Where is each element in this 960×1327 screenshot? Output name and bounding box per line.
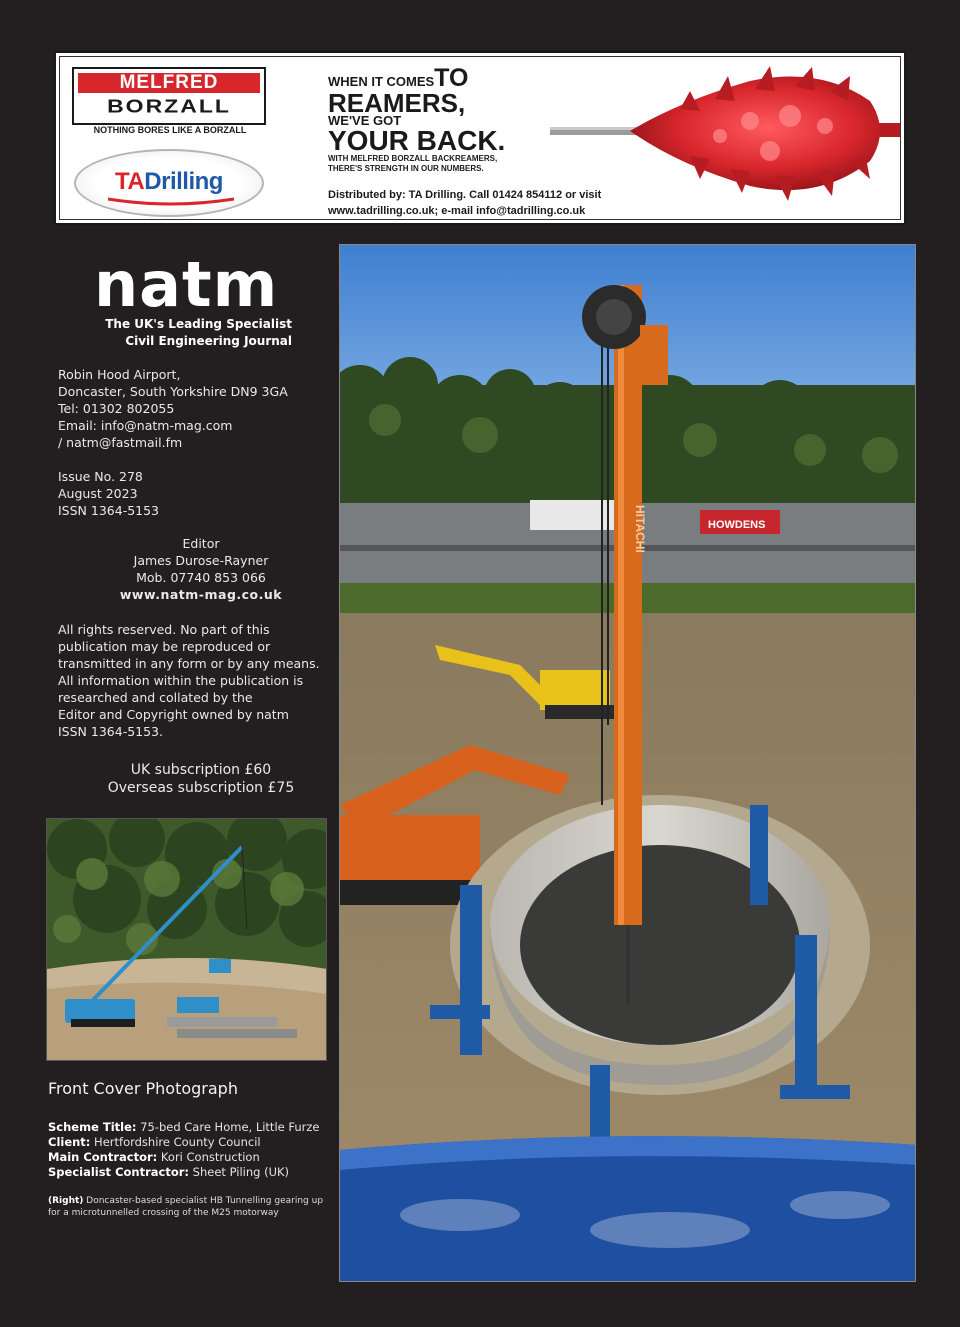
- main-feature-photo[interactable]: [339, 244, 916, 1282]
- rights-line: transmitted in any form or by any means.: [58, 656, 320, 671]
- rights-line: researched and collated by the: [58, 690, 253, 705]
- swoosh-icon: [106, 197, 236, 207]
- issue-date: August 2023: [58, 486, 138, 501]
- backreamer-image: [530, 61, 900, 211]
- ta-drilling-wordmark: [76, 168, 262, 196]
- melfred-tagline: NOTHING BORES LIKE A BORZALL: [93, 125, 247, 135]
- website-link[interactable]: www.natm-mag.co.uk: [119, 587, 283, 602]
- caption-label: (Right): [48, 1196, 84, 1206]
- borzall-wordmark: BORZALL: [107, 95, 231, 117]
- rights-line: publication may be reproduced or: [58, 639, 271, 654]
- shaft-site-illustration: [340, 245, 916, 1282]
- issue-number: Issue No. 278: [58, 469, 143, 484]
- front-cover-details: [48, 1120, 319, 1180]
- melfred-wordmark: MELFRED: [78, 73, 260, 93]
- advert-headline: [328, 64, 518, 156]
- headline-line3: WE'VE GOT: [328, 113, 402, 129]
- main-contractor-label: Main Contractor:: [48, 1150, 158, 1164]
- address-line2: Doncaster, South Yorkshire DN9 3GA: [58, 384, 288, 399]
- rights-notice: [58, 621, 343, 740]
- tagline-line2: Civil Engineering Journal: [125, 334, 292, 348]
- ta-drilling-logo: [74, 149, 264, 217]
- advert-frame: [59, 56, 901, 220]
- rights-line: Editor and Copyright owned by natm: [58, 707, 289, 722]
- specialist-contractor-value: Sheet Piling (UK): [189, 1165, 290, 1179]
- editor-mobile: Mob. 07740 853 066: [136, 570, 266, 585]
- cover-photo-illustration: [47, 819, 327, 1061]
- address-line1: Robin Hood Airport,: [58, 367, 181, 382]
- advert-subtext-line1: WITH MELFRED BORZALL BACKREAMERS,: [328, 154, 498, 163]
- advert-contact-line1: Distributed by: TA Drilling. Call 01424 854112 or visit: [328, 189, 602, 201]
- ta-wordmark-drilling: Drilling: [144, 168, 223, 195]
- telephone: Tel: 01302 802055: [58, 401, 175, 416]
- front-cover-title: Front Cover Photograph: [48, 1079, 238, 1098]
- email-primary[interactable]: Email: info@natm-mag.com: [58, 418, 233, 433]
- headline-line1-small: WHEN IT COMES: [328, 74, 435, 89]
- contact-block: [58, 366, 288, 451]
- editor-name: James Durose-Rayner: [133, 553, 269, 568]
- editor-label: Editor: [182, 536, 220, 551]
- scheme-label: Scheme Title:: [48, 1120, 137, 1134]
- melfred-borzall-logo: [72, 67, 266, 125]
- masthead-tagline: [56, 316, 292, 350]
- caption-text2: for a microtunnelled crossing of the M25 motorway: [48, 1208, 279, 1218]
- headline-line4: YOUR BACK.: [328, 124, 506, 156]
- client-label: Client:: [48, 1135, 91, 1149]
- issue-block: [58, 468, 159, 519]
- main-contractor-value: Kori Construction: [157, 1150, 260, 1164]
- specialist-contractor-label: Specialist Contractor:: [48, 1165, 190, 1179]
- ta-wordmark-ta: TA: [115, 168, 145, 195]
- subscription-block: [56, 761, 346, 797]
- issue-issn: ISSN 1364-5153: [58, 503, 160, 518]
- email-secondary[interactable]: / natm@fastmail.fm: [58, 435, 183, 450]
- caption-text1: Doncaster-based specialist HB Tunnelling gearing up: [83, 1196, 324, 1206]
- rights-line: All rights reserved. No part of this: [58, 622, 270, 637]
- scheme-value: 75-bed Care Home, Little Furze: [136, 1120, 320, 1134]
- advertisement-banner[interactable]: [54, 51, 906, 225]
- tagline-line1: The UK's Leading Specialist: [105, 317, 292, 331]
- advert-subtext-line2: THERE'S STRENGTH IN OUR NUMBERS.: [328, 164, 484, 173]
- headline-line2: REAMERS,: [328, 87, 466, 118]
- editor-block: [56, 535, 346, 603]
- lorry-sign: HOWDENS: [708, 519, 766, 531]
- uk-subscription: UK subscription £60: [130, 762, 272, 778]
- rights-line: All information within the publication is: [58, 673, 304, 688]
- client-value: Hertfordshire County Council: [90, 1135, 261, 1149]
- advert-contact-line2[interactable]: www.tadrilling.co.uk; e-mail info@tadrilling.co.uk: [328, 205, 586, 217]
- overseas-subscription: Overseas subscription £75: [107, 780, 295, 796]
- photo-caption: [48, 1195, 333, 1219]
- rig-label: HITACHI: [633, 505, 647, 553]
- natm-logo: natm: [94, 248, 279, 321]
- headline-line1-big: TO: [434, 64, 469, 92]
- rights-line: ISSN 1364-5153.: [58, 724, 163, 739]
- front-cover-thumbnail[interactable]: [46, 818, 327, 1061]
